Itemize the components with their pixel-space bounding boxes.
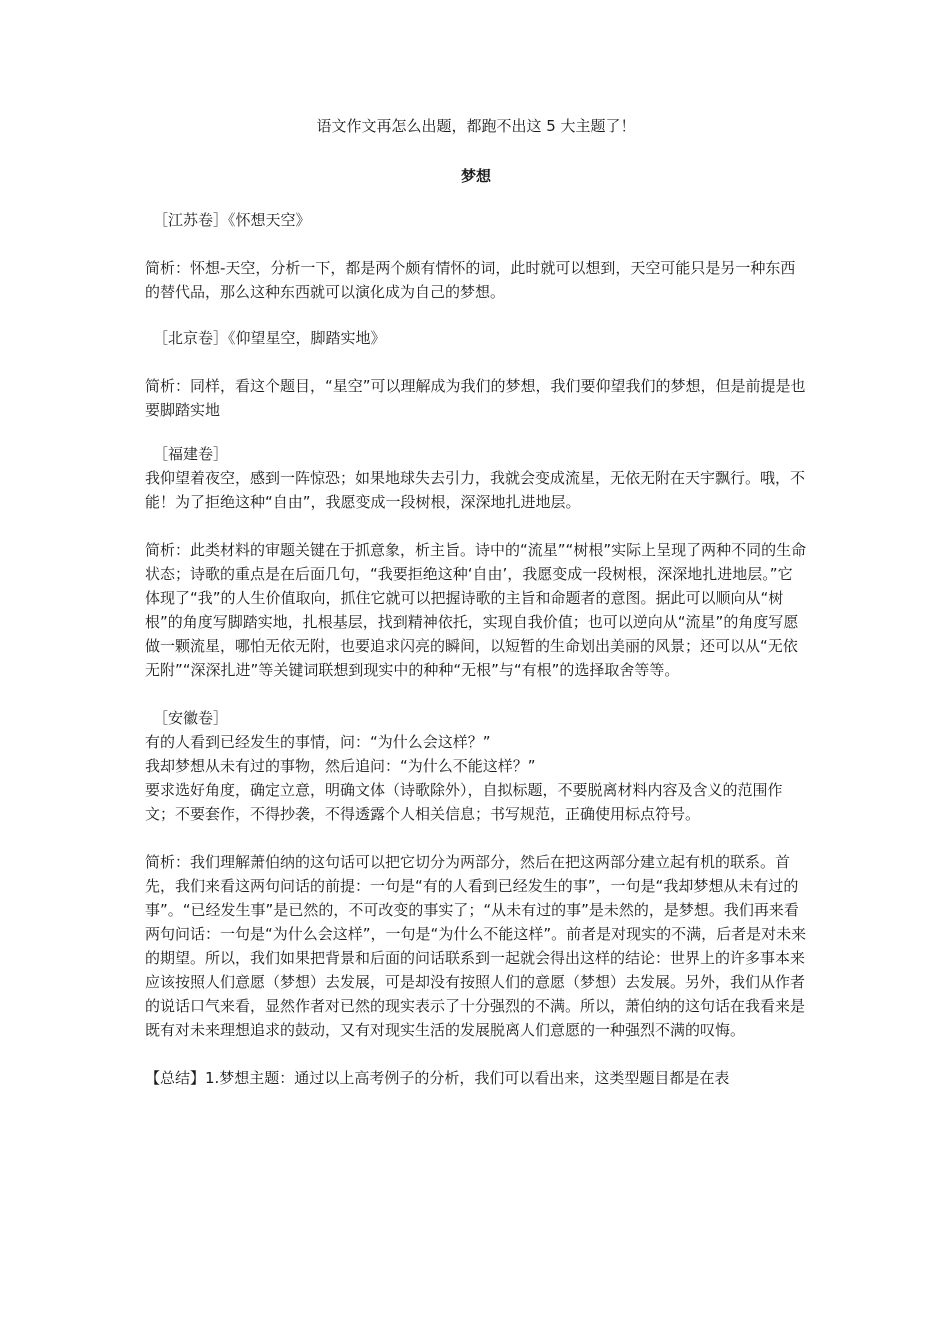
material-paragraph-fujian: 我仰望着夜空，感到一阵惊恐；如果地球失去引力，我就会变成流星，无依无附在天宇飘行。哦，不能！为了拒绝这种“自由”，我愿变成一段树根，深深地扎进地层。 bbox=[145, 469, 806, 511]
analysis-paragraph-jiangsu: 简析：怀想-天空，分析一下，都是两个颇有情怀的词，此时就可以想到，天空可能只是另一种东西的替代品，那么这种东西就可以演化成为自己的梦想。 bbox=[145, 259, 796, 301]
material-line-anhui-1: 有的人看到已经发生的事情，问：“为什么会这样？” bbox=[145, 733, 491, 751]
exam-heading-jiangsu: ［江苏卷］《怀想天空》 bbox=[153, 211, 311, 229]
material-line-anhui-2: 我却梦想从未有过的事物，然后追问：“为什么不能这样？” bbox=[145, 757, 536, 775]
section-title: 梦想 bbox=[460, 167, 491, 185]
document-body bbox=[145, 114, 807, 1090]
exam-heading-beijing: ［北京卷］《仰望星空，脚踏实地》 bbox=[153, 329, 386, 347]
document-title: 语文作文再怎么出题，都跑不出这 5 大主题了！ bbox=[316, 117, 636, 135]
summary-paragraph: 【总结】1.梦想主题：通过以上高考例子的分析，我们可以看出来，这类型题目都是在表 bbox=[145, 1069, 730, 1087]
exam-heading-fujian: ［福建卷］ bbox=[153, 445, 229, 463]
analysis-paragraph-fujian: 简析：此类材料的审题关键在于抓意象，析主旨。诗中的“流星”“树根”实际上呈现了两种不同的生命状态；诗歌的重点是在后面几句，“我要拒绝这种‘自由’，我愿变成一段树根，深深地扎进地层。”它体现了“我”的人生价值取向，抓住它就可以把握诗歌的主旨和命题者的意图。据此可以顺向从“树根”的角度写脚踏实地，扎根基层，找到精神依托，实现自我价值；也可以逆向从“流星”的角度写愿做一颗流星，哪怕无依无附，也要追求闪亮的瞬间，以短暂的生命划出美丽的风景；还可以从“无依无附”“深深扎进”等关键词联想到现实中的种种“无根”与“有根”的选择取舍等等。 bbox=[145, 541, 807, 679]
analysis-paragraph-anhui: 简析：我们理解萧伯纳的这句话可以把它切分为两部分，然后在把这两部分建立起有机的联系。首先，我们来看这两句问话的前提：一句是“有的人看到已经发生的事”，一句是“我却梦想从未有过的事”。“已经发生事”是已然的，不可改变的事实了；“从未有过的事”是未然的，是梦想。我们再来看两句问话：一句是“为什么会这样”，一句是“为什么不能这样”。前者是对现实的不满，后者是对未来的期望。所以，我们如果把背景和后面的问话联系到一起就会得出这样的结论：世界上的许多事本来应该按照人们意愿（梦想）去发展，可是却没有按照人们的意愿（梦想）去发展。另外，我们从作者的说话口气来看，显然作者对已然的现实表示了十分强烈的不满。所以，萧伯纳的这句话在我看来是既有对未来理想追求的鼓动，又有对现实生活的发展脱离人们意愿的一种强烈不满的叹悔。 bbox=[145, 853, 807, 1039]
exam-heading-anhui: ［安徽卷］ bbox=[153, 709, 229, 727]
analysis-paragraph-beijing: 简析：同样，看这个题目，“星空”可以理解成为我们的梦想，我们要仰望我们的梦想，但是前提是也要脚踏实地 bbox=[145, 377, 806, 419]
requirements-paragraph-anhui: 要求选好角度，确定立意，明确文体（诗歌除外），自拟标题，不要脱离材料内容及含义的范围作文；不要套作，不得抄袭，不得透露个人相关信息；书写规范，正确使用标点符号。 bbox=[145, 781, 783, 823]
